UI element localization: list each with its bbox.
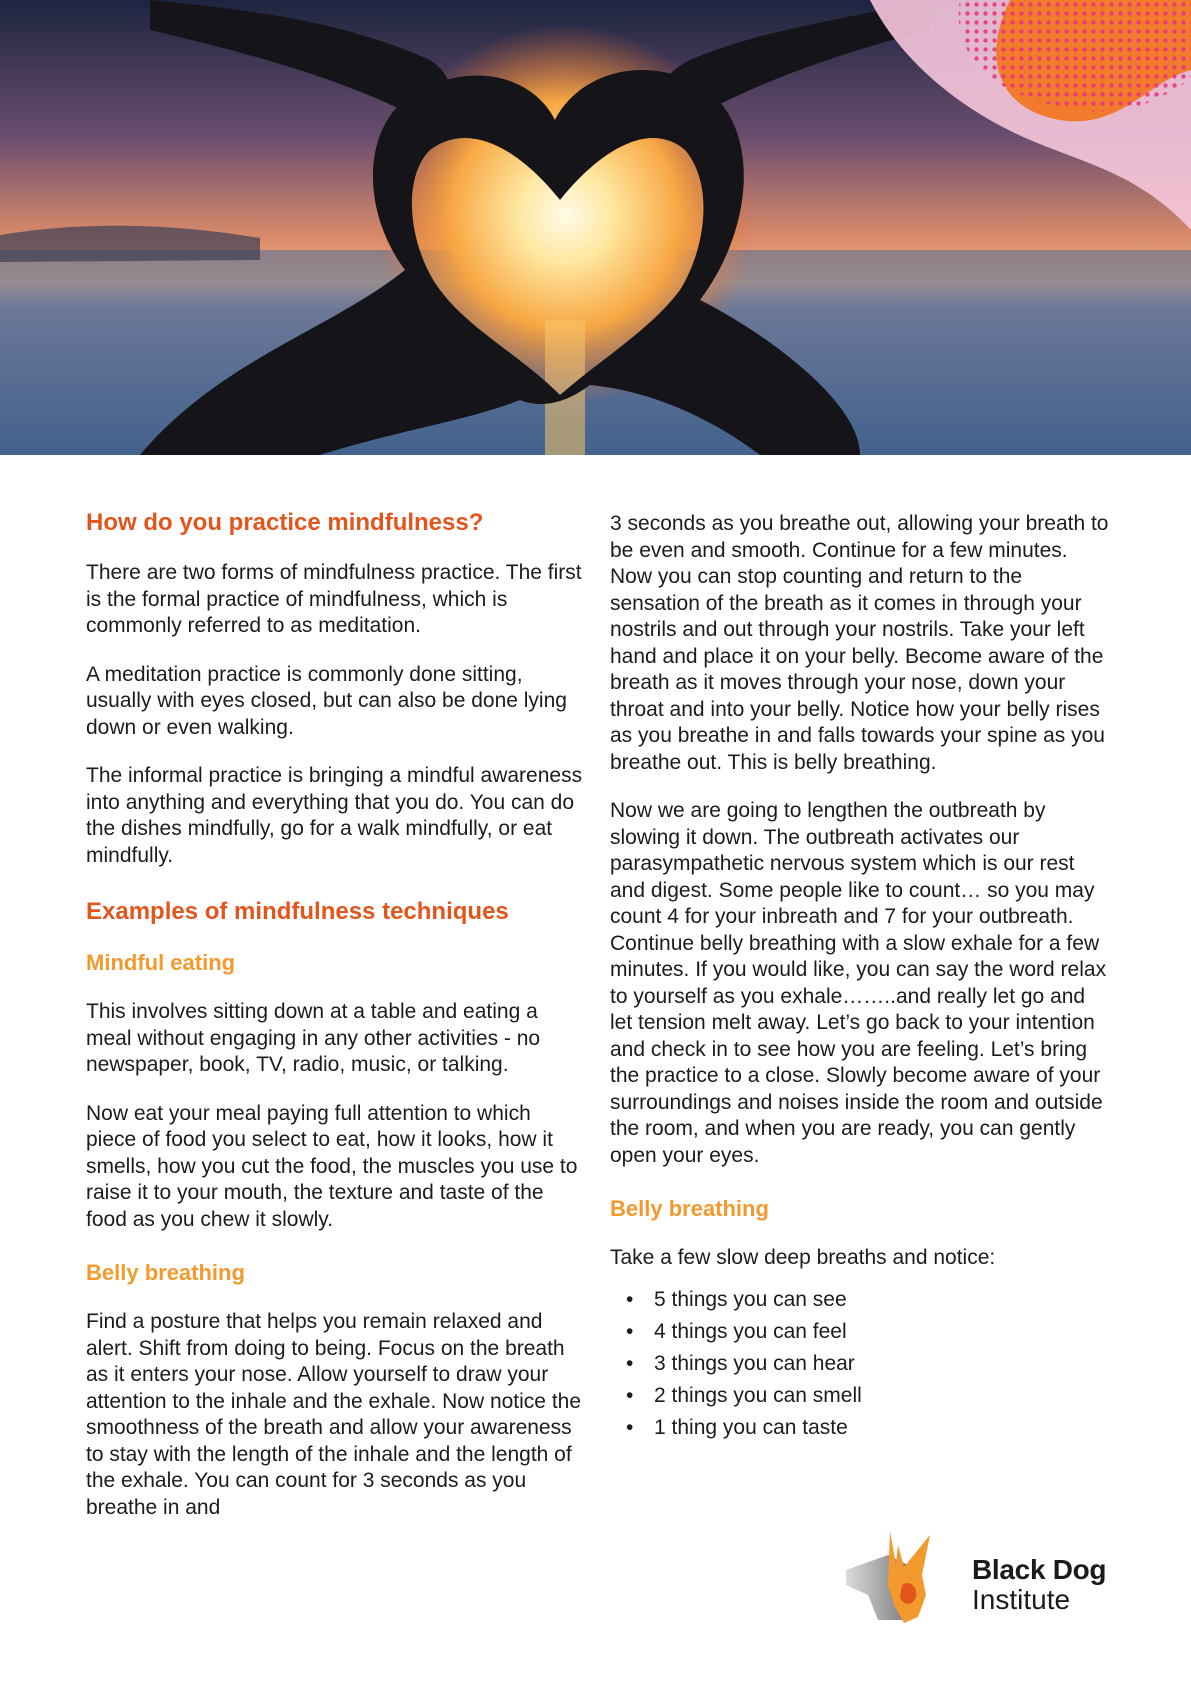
paragraph: There are two forms of mindfulness practice. The first is the formal practice of mindfulness, which is commonly referred to as meditation. bbox=[86, 561, 582, 637]
paragraph: The informal practice is bringing a mindful awareness into anything and everything that you do. You can do the dishes mindfully, go for a walk mindfully, or eat mindfully. bbox=[86, 764, 583, 867]
list-item: • 5 things you can see bbox=[610, 1284, 1110, 1316]
paragraph: This involves sitting down at a table and eating a meal without engaging in any other activities - no newspaper, book, TV, radio, music, or talking. bbox=[86, 1000, 541, 1076]
right-column bbox=[610, 511, 1110, 1444]
heading-practice: How do you practice mindfulness? bbox=[86, 509, 484, 536]
heart-hands-sunset-photo bbox=[0, 0, 1191, 455]
list-item: • 3 things you can hear bbox=[610, 1348, 1110, 1380]
bullet: • bbox=[626, 1415, 634, 1439]
paragraph: Now eat your meal paying full attention to which piece of food you select to eat, how it looks, how it smells, how you cut the food, the muscles you use to raise it to your mouth, the texture and taste of the food as you chew it slowly. bbox=[86, 1101, 578, 1231]
list-item: • 1 thing you can taste bbox=[610, 1412, 1110, 1444]
paragraph: Now we are going to lengthen the outbreath by slowing it down. The outbreath activates our parasympathetic nervous system which is our rest and digest. Some people like to count… so you may count 4 for your inbreath and 7 for your outbreath. Continue belly breathing with a slow exhale for a few minutes. If you would like, you can say the word relax to yourself as you exhale……..and really let go and let tension melt away. Let’s go back to your intention and check in to see how you are feeling. Let’s bring the practice to a close. Slowly become aware of your surroundings and noises inside the room and outside the room, and when you are ready, you can gently open your eyes. bbox=[610, 799, 1107, 1167]
dog-hand-logo-icon bbox=[838, 1525, 968, 1625]
left-column bbox=[86, 508, 586, 1521]
paragraph: Find a posture that helps you remain relaxed and alert. Shift from doing to being. Focus on the breath as it enters your nose. Allow yourself to draw your attention to the inhale and the exhale. Now notice the smoothness of the breath and allow your awareness to stay with the length of the inhale and the length of the exhale. You can count for 3 seconds as you breathe in and bbox=[86, 1310, 582, 1519]
bullet: • bbox=[626, 1319, 634, 1343]
subheading-belly-breathing-2: Belly breathing bbox=[610, 1196, 769, 1221]
heading-examples: Examples of mindfulness techniques bbox=[86, 898, 509, 925]
bullet: • bbox=[626, 1351, 634, 1375]
list-intro: Take a few slow deep breaths and notice: bbox=[610, 1246, 996, 1269]
hero-image bbox=[0, 0, 1191, 455]
paragraph: 3 seconds as you breathe out, allowing your breath to be even and smooth. Continue for a few minutes. Now you can stop counting and return to the sensation of the breath as it comes in through your nostrils and out through your nostrils. Take your left hand and place it on your belly. Become aware of the breath as it moves through your nose, down your throat and into your belly. Notice how your belly rises as you breathe in and falls towards your spine as you breathe out. This is belly breathing. bbox=[610, 512, 1109, 774]
logo-line2: Institute bbox=[972, 1584, 1071, 1615]
bullet: • bbox=[626, 1383, 634, 1407]
senses-list bbox=[610, 1284, 1110, 1444]
subheading-mindful-eating: Mindful eating bbox=[86, 950, 236, 975]
subheading-belly-breathing: Belly breathing bbox=[86, 1260, 245, 1285]
logo-wordmark bbox=[972, 1555, 1106, 1615]
list-item: • 2 things you can smell bbox=[610, 1380, 1110, 1412]
list-item: • 4 things you can feel bbox=[610, 1316, 1110, 1348]
bullet: • bbox=[626, 1287, 634, 1311]
paragraph: A meditation practice is commonly done sitting, usually with eyes closed, but can also be done lying down or even walking. bbox=[86, 662, 567, 739]
logo-line1: Black Dog bbox=[972, 1554, 1107, 1585]
